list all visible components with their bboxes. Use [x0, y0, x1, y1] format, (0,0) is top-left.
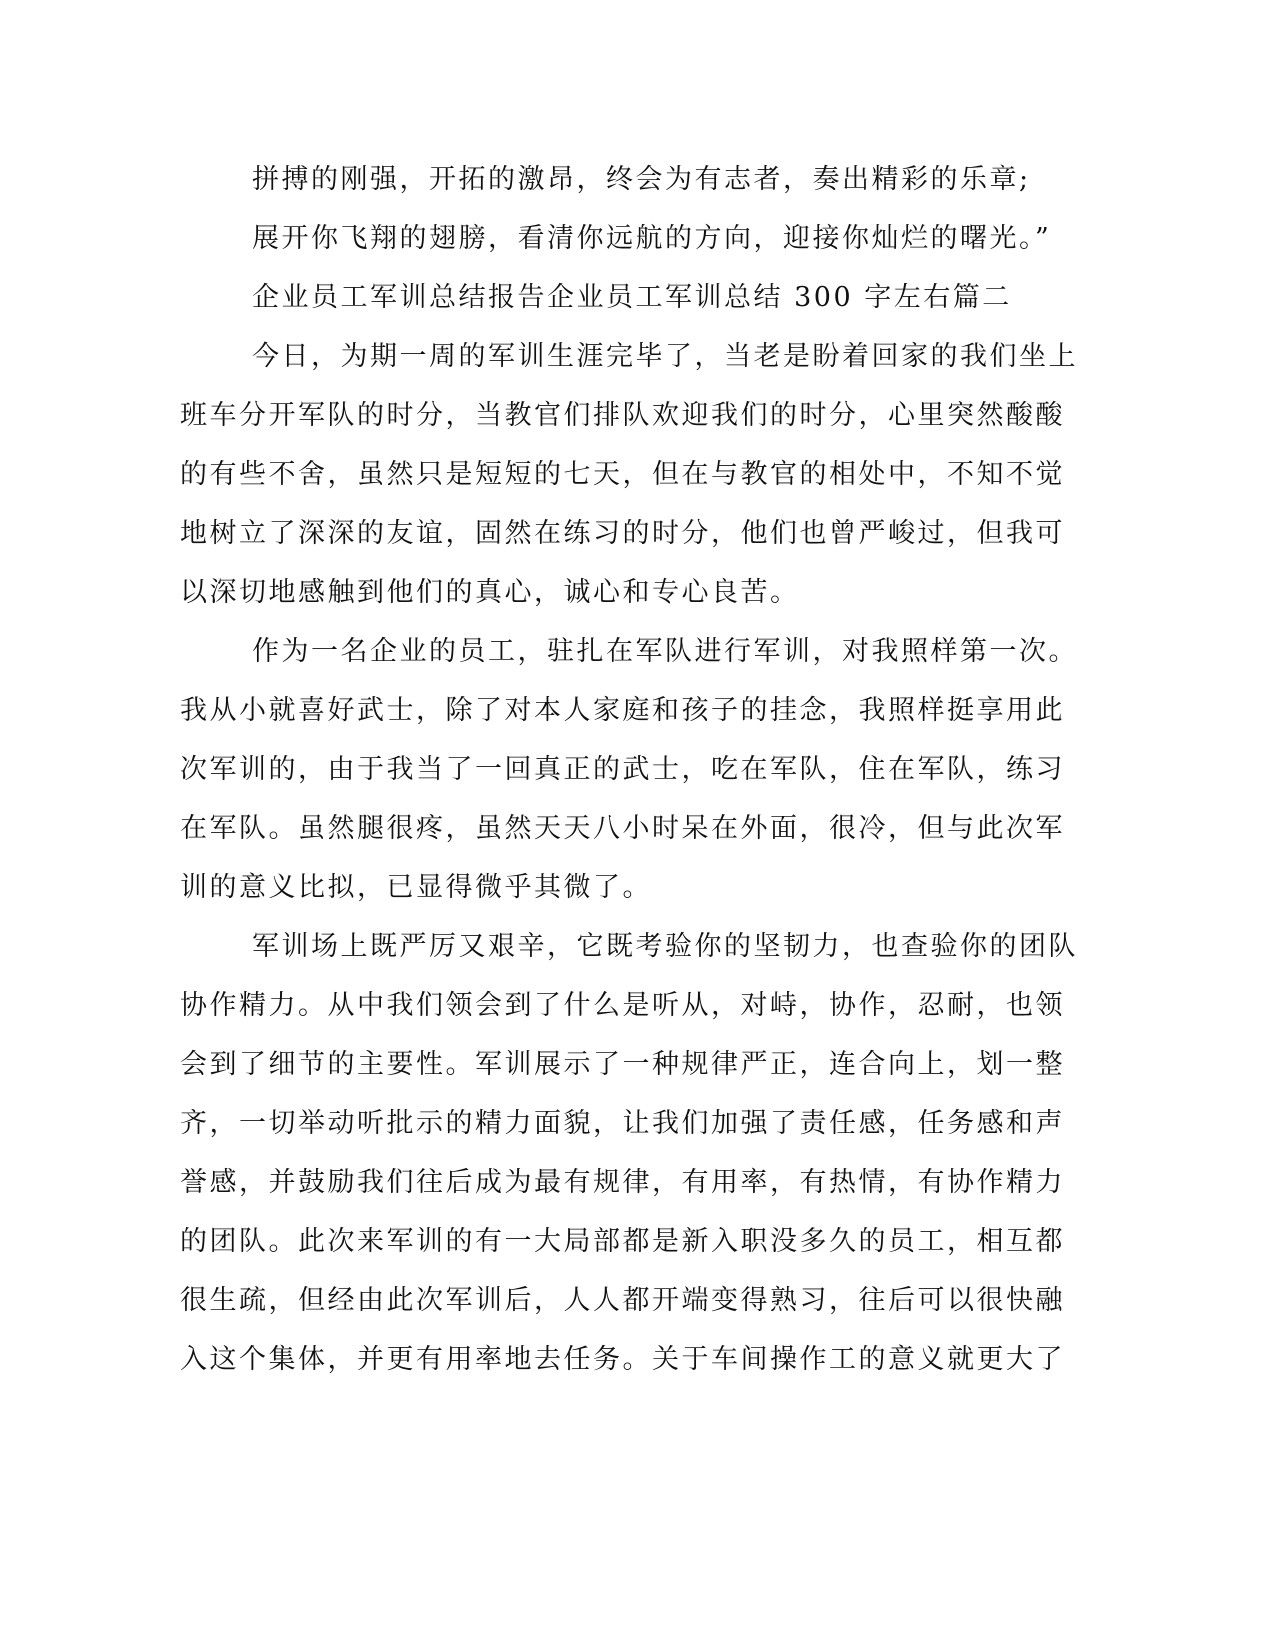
text-line: 我从小就喜好武士，除了对本人家庭和孩子的挂念，我照样挺享用此 [180, 695, 1065, 726]
text-line: 的有些不舍，虽然只是短短的七天，但在与教官的相处中，不知不觉 [180, 459, 1065, 490]
text-line: 训的意义比拟，已显得微乎其微了。 [180, 872, 652, 903]
text-line: 地树立了深深的友谊，固然在练习的时分，他们也曾严峻过，但我可 [180, 518, 1065, 549]
text-line: 齐，一切举动听批示的精力面貌，让我们加强了责任感，任务感和声 [180, 1108, 1065, 1139]
text-line: 很生疏，但经由此次军训后，人人都开端变得熟习，往后可以很快融 [180, 1285, 1065, 1316]
text-line: 拼搏的刚强，开拓的激昂，终会为有志者，奏出精彩的乐章; [252, 164, 1031, 195]
text-line: 在军队。虽然腿很疼，虽然天天八小时呆在外面，很冷，但与此次军 [180, 813, 1065, 844]
text-line: 次军训的，由于我当了一回真正的武士，吃在军队，住在军队，练习 [180, 754, 1065, 785]
text-line: 会到了细节的主要性。军训展示了一种规律严正，连合向上，划一整 [180, 1049, 1065, 1080]
text-line: 入这个集体，并更有用率地去任务。关于车间操作工的意义就更大了 [180, 1344, 1065, 1375]
text-line: 今日，为期一周的军训生涯完毕了，当老是盼着回家的我们坐上 [252, 341, 1078, 372]
text-line: 军训场上既严厉又艰辛，它既考验你的坚韧力，也查验你的团队 [252, 931, 1078, 962]
text-line: 班车分开军队的时分，当教官们排队欢迎我们的时分，心里突然酸酸 [180, 400, 1065, 431]
text-line: 展开你飞翔的翅膀，看清你远航的方向，迎接你灿烂的曙光。” [252, 223, 1052, 254]
text-line: 誉感，并鼓励我们往后成为最有规律，有用率，有热情，有协作精力 [180, 1167, 1065, 1198]
text-line: 以深切地感触到他们的真心，诚心和专心良苦。 [180, 577, 800, 608]
text-line: 的团队。此次来军训的有一大局部都是新入职没多久的员工，相互都 [180, 1226, 1065, 1257]
text-line: 作为一名企业的员工，驻扎在军队进行军训，对我照样第一次。 [252, 636, 1078, 667]
section-heading: 企业员工军训总结报告企业员工军训总结 300 字左右篇二 [252, 282, 1012, 313]
text-line: 协作精力。从中我们领会到了什么是听从，对峙，协作，忍耐，也领 [180, 990, 1065, 1021]
